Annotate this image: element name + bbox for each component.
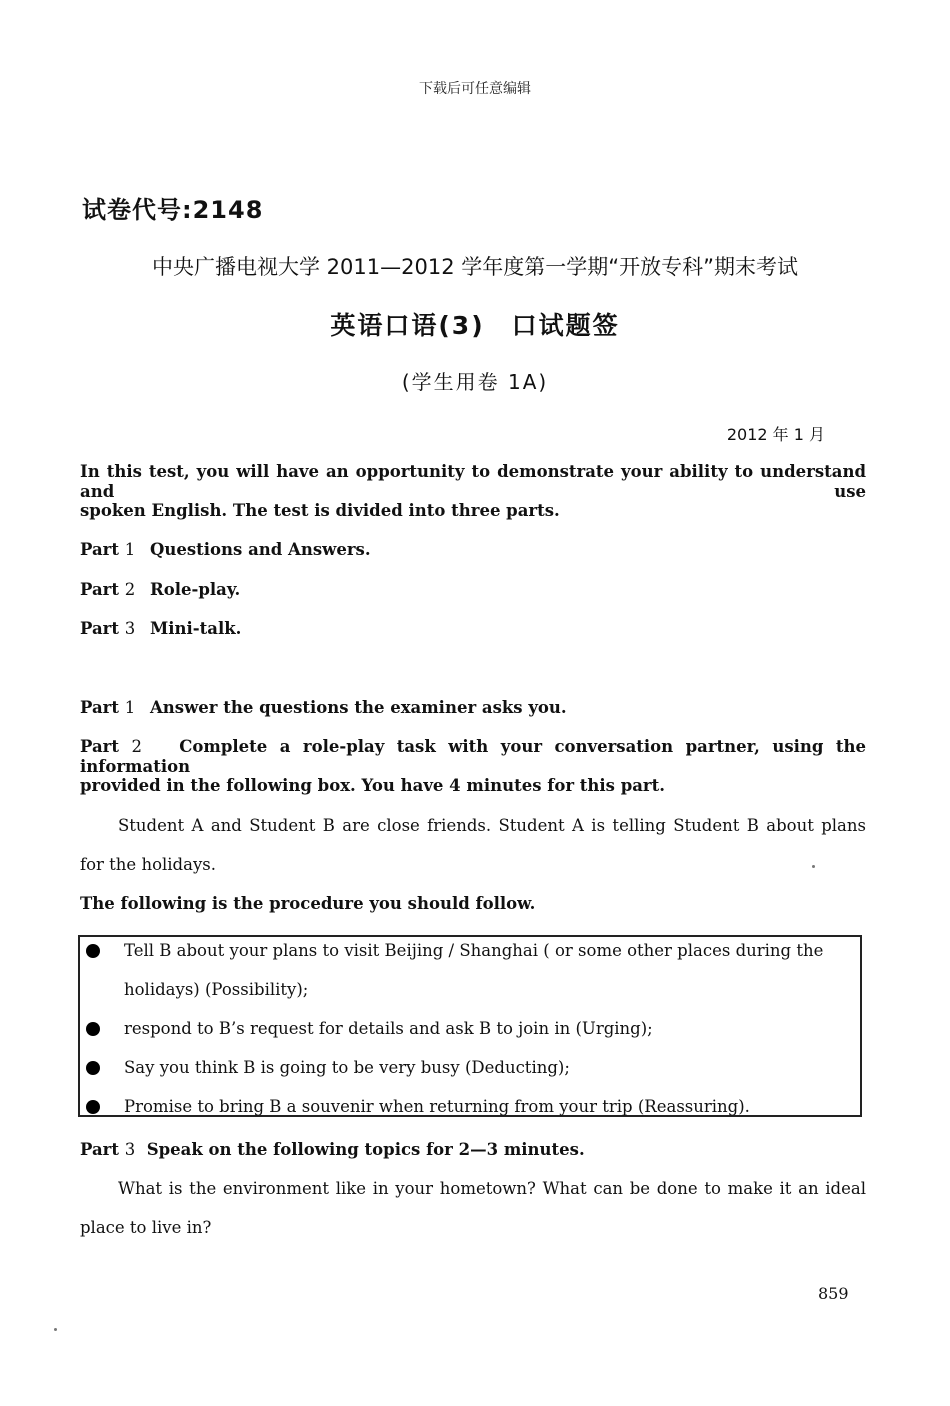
part2-instruction-line-1 bbox=[80, 737, 866, 777]
part-label: Part bbox=[80, 1140, 119, 1159]
page-subtitle: (学生用卷 1A) bbox=[401, 370, 549, 394]
part1-text: Answer the questions the examiner asks you. bbox=[150, 698, 567, 717]
overview-part-3 bbox=[80, 619, 866, 639]
scan-speck bbox=[812, 865, 815, 868]
part-title: Role-play. bbox=[150, 580, 241, 599]
procedure-text: Say you think B is going to be very busy (Deducting); bbox=[124, 1058, 570, 1077]
procedure-text: Tell B about your plans to visit Beijing / Shanghai ( or some other places during the bbox=[124, 941, 824, 960]
watermark-text: 下载后可任意编辑 bbox=[419, 81, 531, 97]
scan-speck bbox=[54, 1328, 57, 1331]
part-number: 3 bbox=[124, 1140, 136, 1159]
topic-line-2: place to live in? bbox=[80, 1218, 212, 1237]
part-title: Mini-talk. bbox=[150, 619, 242, 638]
part-title: Questions and Answers. bbox=[150, 540, 371, 559]
procedure-text: Promise to bring B a souvenir when returning from your trip (Reassuring). bbox=[124, 1097, 750, 1116]
part-number: 2 bbox=[131, 737, 142, 756]
exam-code: 试卷代号:2148 bbox=[82, 196, 264, 224]
part-number: 1 bbox=[124, 698, 136, 717]
part-label: Part bbox=[80, 619, 119, 638]
intro-line-2: spoken English. The test is divided into three parts. bbox=[80, 501, 560, 520]
exam-date: 2012 年 1 月 bbox=[726, 425, 825, 444]
overview-part-2 bbox=[80, 580, 866, 600]
part-number: 2 bbox=[124, 580, 136, 599]
part2-text: Complete a role-play task with your conversation partner, using the information bbox=[80, 737, 866, 776]
part-label: Part bbox=[80, 698, 119, 717]
part-label: Part bbox=[80, 737, 119, 756]
institution-heading: 中央广播电视大学 2011—2012 学年度第一学期“开放专科”期末考试 bbox=[152, 255, 798, 279]
procedure-heading: The following is the procedure you should follow. bbox=[80, 894, 536, 913]
part-number: 3 bbox=[124, 619, 136, 638]
overview-part-1 bbox=[80, 540, 866, 560]
bullet-icon bbox=[86, 1022, 100, 1036]
part3-instruction bbox=[80, 1140, 866, 1160]
procedure-box bbox=[78, 935, 862, 1117]
scenario-line-2: for the holidays. bbox=[80, 855, 216, 874]
part-label: Part bbox=[80, 540, 119, 559]
part1-instruction bbox=[80, 698, 866, 718]
part2-instruction-line-2: provided in the following box. You have 4 minutes for this part. bbox=[80, 776, 665, 795]
bullet-icon bbox=[86, 1061, 100, 1075]
part3-text: Speak on the following topics for 2—3 minutes. bbox=[146, 1140, 585, 1159]
topic-line-1: What is the environment like in your hometown? What can be done to make it an ideal bbox=[118, 1179, 866, 1198]
page-title: 英语口语(3) 口试题签 bbox=[330, 311, 620, 340]
intro-line-1: In this test, you will have an opportunity to demonstrate your ability to understand and use bbox=[80, 462, 866, 501]
bullet-icon bbox=[86, 944, 100, 958]
scenario-line-1: Student A and Student B are close friends. Student A is telling Student B about plans bbox=[118, 816, 866, 835]
part-number: 1 bbox=[124, 540, 136, 559]
part-label: Part bbox=[80, 580, 119, 599]
bullet-icon bbox=[86, 1100, 100, 1114]
procedure-text: respond to B’s request for details and ask B to join in (Urging); bbox=[124, 1019, 653, 1038]
page-number: 859 bbox=[818, 1284, 849, 1303]
procedure-text: holidays) (Possibility); bbox=[124, 980, 309, 999]
